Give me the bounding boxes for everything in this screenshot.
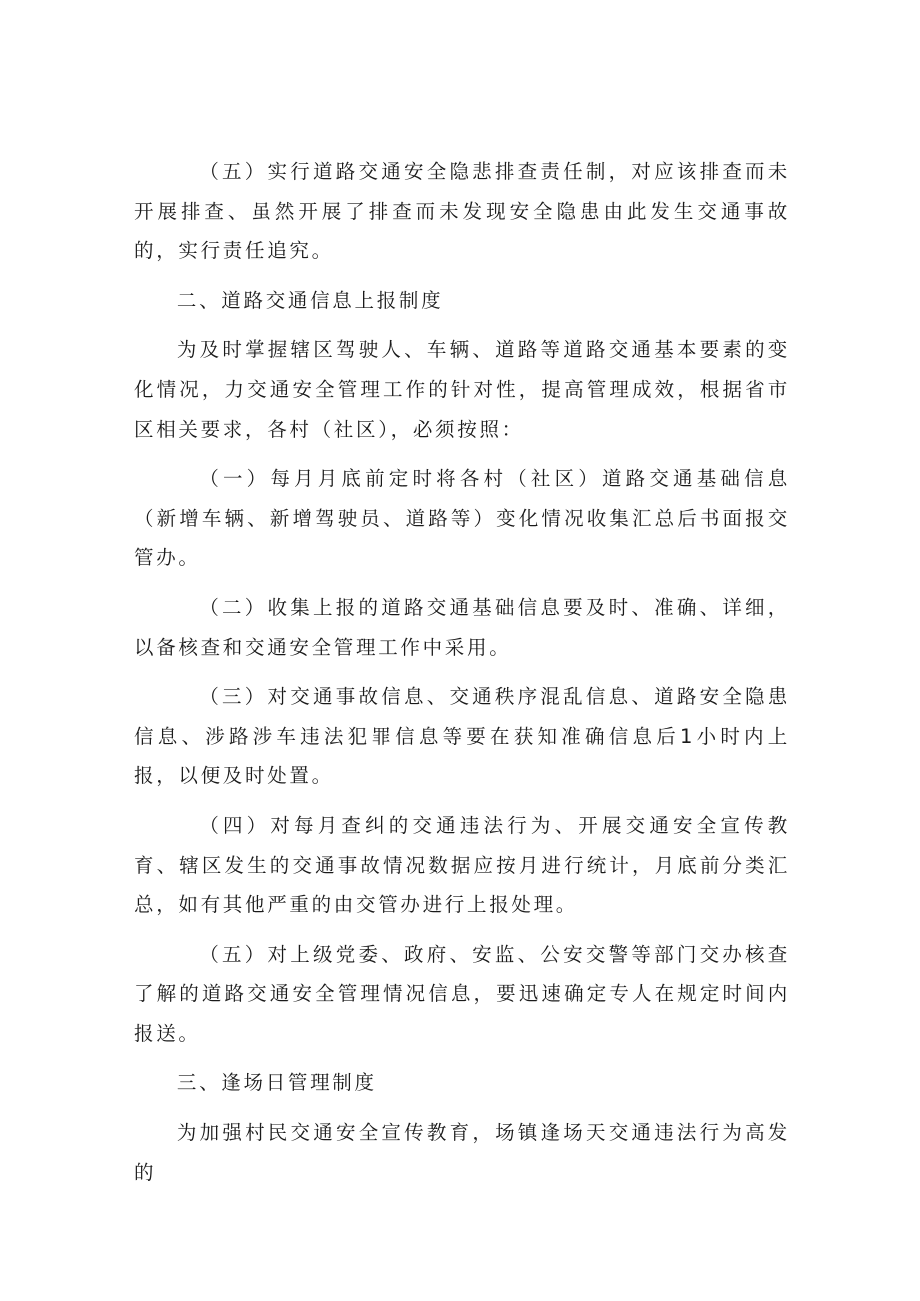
paragraph-item-4: （四）对每月查纠的交通违法行为、开展交通安全宣传教育、辖区发生的交通事故情况数据应按月进行统计，月底前分类汇总，如有其他严重的由交管办进行上报处理。 (134, 813, 790, 917)
document-body (134, 152, 790, 1192)
paragraph-item-2: （二）收集上报的道路交通基础信息要及时、准确、详细，以备核查和交通安全管理工作中采用。 (134, 595, 790, 659)
section-heading-2: 二、道路交通信息上报制度 (176, 288, 444, 312)
paragraph-item-5-reporting: （五）对上级党委、政府、安监、公安交警等部门交办核查了解的道路交通安全管理情况信息，要迅速确定专人在规定时间内报送。 (134, 942, 790, 1045)
paragraph-item-1: （一）每月月底前定时将各村（社区）道路交通基础信息（新增车辆、新增驾驶员、道路等）变化情况收集汇总后书面报交管办。 (134, 467, 790, 570)
paragraph-item-5-accountability: （五）实行道路交通安全隐悲排查责任制，对应该排查而未开展排查、虽然开展了排查而未发现安全隐患由此发生交通事故的，实行责任追究。 (134, 160, 790, 263)
section-2-intro: 为及时掌握辖区驾驶人、车辆、道路等道路交通基本要素的变化情况，力交通安全管理工作的针对性，提高管理成效，根据省市区相关要求，各村（社区），必须按照： (134, 338, 790, 441)
section-heading-3: 三、逢场日管理制度 (176, 1071, 377, 1095)
paragraph-item-3: （三）对交通事故信息、交通秩序混乱信息、道路安全隐患信息、涉路涉车违法犯罪信息等要在获知准确信息后1小时内上报，以便及时处置。 (134, 685, 790, 788)
section-3-intro: 为加强村民交通安全宣传教育，场镇逢场天交通违法行为高发的 (134, 1121, 790, 1184)
